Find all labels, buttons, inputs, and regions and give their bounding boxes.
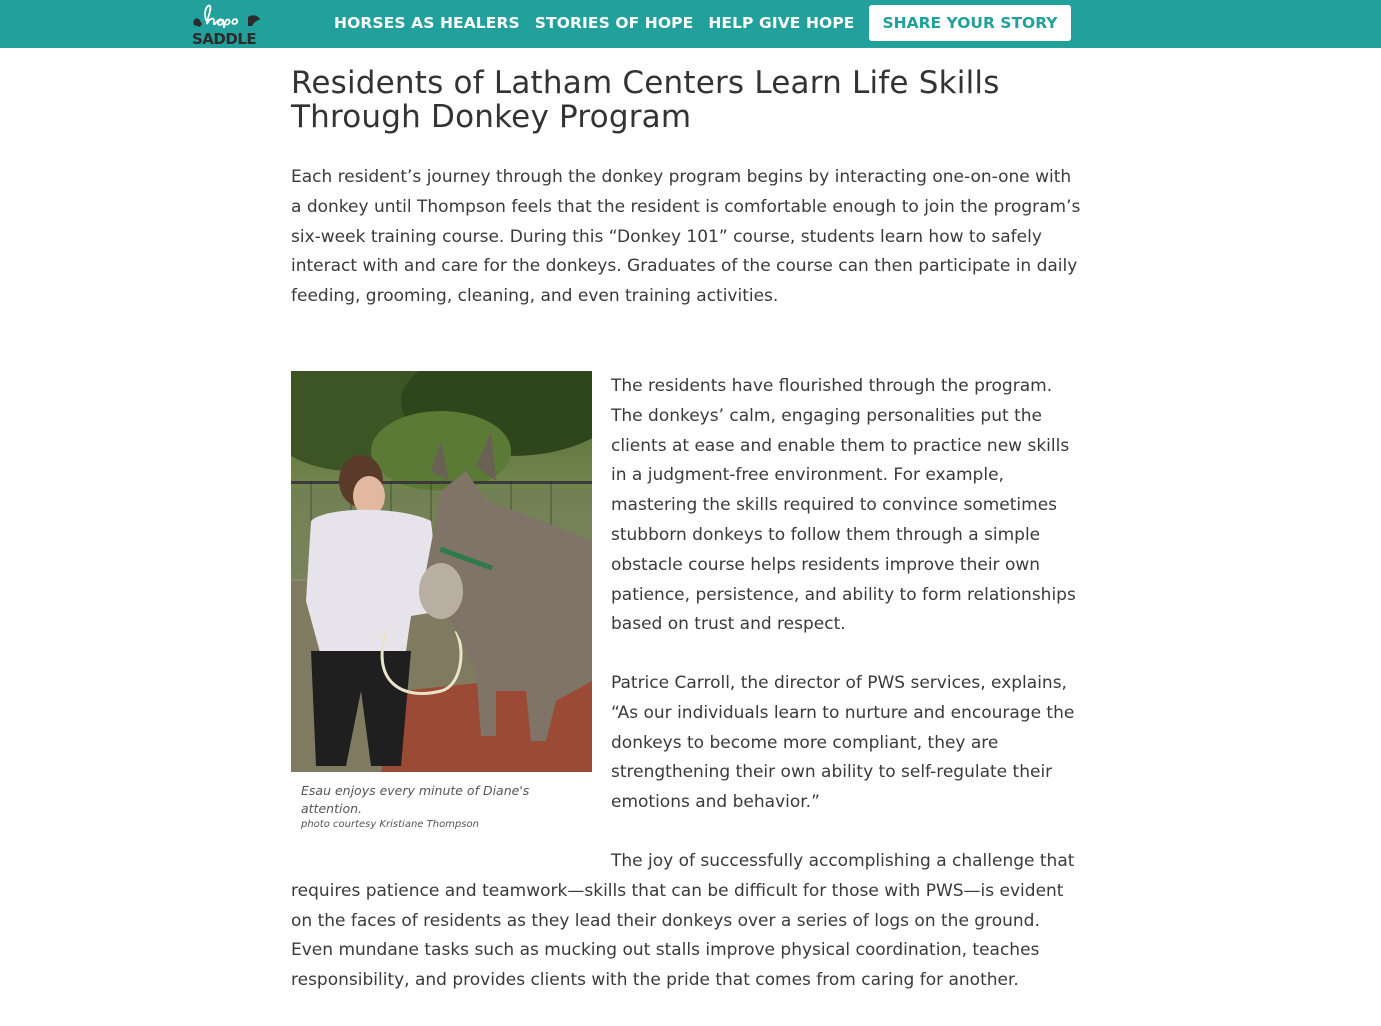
svg-text:SADDLE: SADDLE: [192, 30, 257, 47]
nav-stories-of-hope[interactable]: STORIES OF HOPE: [534, 14, 694, 32]
article-paragraph: The joy of successfully accomplishing a challenge that requires patience and teamwork—skills that can be difficult for those with PWS—is evident on the faces of residents as they lead their donkeys over a series of logs on the ground. Even mundane tasks such as mucking out stalls improve physical coordination, teaches responsibility, and provides clients with the pride that comes from caring for another.: [291, 851, 1075, 991]
figure-caption: Esau enjoys every minute of Diane's attention.: [301, 783, 530, 816]
photo-credit: photo courtesy Kristiane Thompson: [301, 819, 479, 830]
article-header: [291, 66, 1073, 134]
hope-saddle-logo[interactable]: [189, 0, 263, 47]
main-nav: [334, 4, 1071, 42]
article-title: Residents of Latham Centers Learn Life Skills Through Donkey Program: [291, 65, 1000, 135]
nav-help-give-hope[interactable]: HELP GIVE HOPE: [708, 14, 855, 32]
article-figure: [291, 371, 592, 832]
top-nav-bar: [0, 0, 1381, 48]
article-paragraph: Patrice Carroll, the director of PWS services, explains, “As our individuals learn to nurture and encourage the donkeys to become more compliant, they are strengthening their own ability to self-regulate their emotions and behavior.”: [611, 673, 1075, 813]
article-paragraph: Each resident’s journey through the donkey program begins by interacting one-on-one with a donkey until Thompson feels that the resident is comfortable enough to join the program’s six-week training course. During this “Donkey 101” course, students learn how to safely interact with and care for the donkeys. Graduates of the course can then participate in daily feeding, grooming, cleaning, and even training activities.: [291, 167, 1081, 307]
nav-horses-as-healers[interactable]: HORSES AS HEALERS: [334, 14, 520, 32]
donkey-photo: [291, 371, 592, 772]
article-paragraph: The residents have flourished through the program. The donkeys’ calm, engaging personalities put the clients at ease and enable them to practice new skills in a judgment-free environment. For example, mastering the skills required to convince sometimes stubborn donkeys to follow them through a simple obstacle course helps residents improve their own patience, persistence, and ability to form relationships based on trust and respect.: [611, 376, 1076, 635]
share-your-story-button[interactable]: SHARE YOUR STORY: [869, 5, 1070, 41]
